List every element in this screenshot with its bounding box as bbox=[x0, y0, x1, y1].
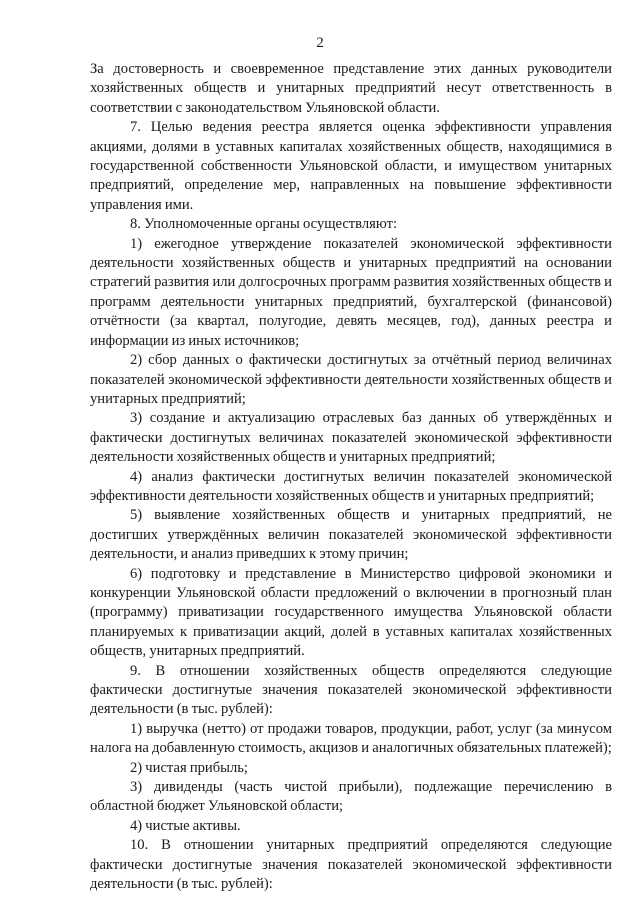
paragraph-item-9: 9. В отношении хозяйственных обществ определяются следующие фактически достигнутые значения показателей экономической эффективности деятельности (в тыс. рублей): bbox=[90, 662, 612, 718]
paragraph-item-10: 10. В отношении унитарных предприятий определяются следующие фактически достигнутые значения показателей экономической эффективности деятельности (в тыс. рублей): bbox=[90, 837, 612, 893]
paragraph-item-9-1: 1) выручка (нетто) от продажи товаров, продукции, работ, услуг (за минусом налога на добавленную стоимость, акцизов и аналогичных обязательных платежей); bbox=[90, 720, 612, 757]
paragraph-item-8-3: 3) создание и актуализацию отраслевых баз данных об утверждённых и фактически достигнутых величинах показателей экономической эффективности деятельности хозяйственных обществ и унитарных предприятий; bbox=[90, 410, 612, 466]
paragraph-item-8-5: 5) выявление хозяйственных обществ и унитарных предприятий, не достигших утверждённых величин показателей экономической эффективности деятельности, и анализ приведших к этому причин; bbox=[90, 507, 612, 563]
paragraph-item-8: 8. Уполномоченные органы осуществляют: bbox=[130, 216, 398, 233]
paragraph-item-8-4: 4) анализ фактически достигнутых величин показателей экономической эффективности деятельности хозяйственных обществ и унитарных предприятий; bbox=[90, 468, 612, 504]
paragraph-item-8-2: 2) сбор данных о фактически достигнутых за отчётный период величинах показателей экономической эффективности деятельности хозяйственных обществ и унитарных предприятий; bbox=[90, 352, 612, 407]
paragraph-item-9-2: 2) чистая прибыль; bbox=[130, 759, 248, 776]
paragraph-item-7: 7. Целью ведения реестра является оценка эффективности управления акциями, долями в уставных капиталах хозяйственных обществ, находящимися в государственной собственности Ульяновской области, и имуществом унитарных предприятий, определение мер, направленных на повышение эффективности управления ими. bbox=[90, 119, 612, 213]
paragraph-responsibility: За достоверность и своевременное представление этих данных руководители хозяйственных обществ и унитарных предприятий несут ответственность в соответствии с законодательством Ульяновской области. bbox=[90, 61, 612, 116]
paragraph-item-9-3: 3) дивиденды (часть чистой прибыли), подлежащие перечислению в областной бюджет Ульяновской области; bbox=[90, 779, 612, 815]
paragraph-item-9-4: 4) чистые активы. bbox=[130, 817, 241, 834]
paragraph-item-8-1: 1) ежегодное утверждение показателей экономической эффективности деятельности хозяйственных обществ и унитарных предприятий на основании стратегий развития или долгосрочных программ развития хозяйственных обществ и программ деятельности унитарных предприятий, бухгалтерской (финансовой) отчётности (за квартал, полугодие, девять месяцев, год), данных реестра и информации из иных источников; bbox=[90, 235, 612, 349]
document-body bbox=[90, 60, 612, 894]
page-number: 2 bbox=[316, 35, 324, 51]
paragraph-item-8-6: 6) подготовку и представление в Министерство цифровой экономики и конкуренции Ульяновской области предложений о включении в прогнозный план (программу) приватизации государственного имущества Ульяновской области планируемых к приватизации акций, долей в уставных капиталах хозяйственных обществ, унитарных предприятий. bbox=[90, 565, 612, 660]
